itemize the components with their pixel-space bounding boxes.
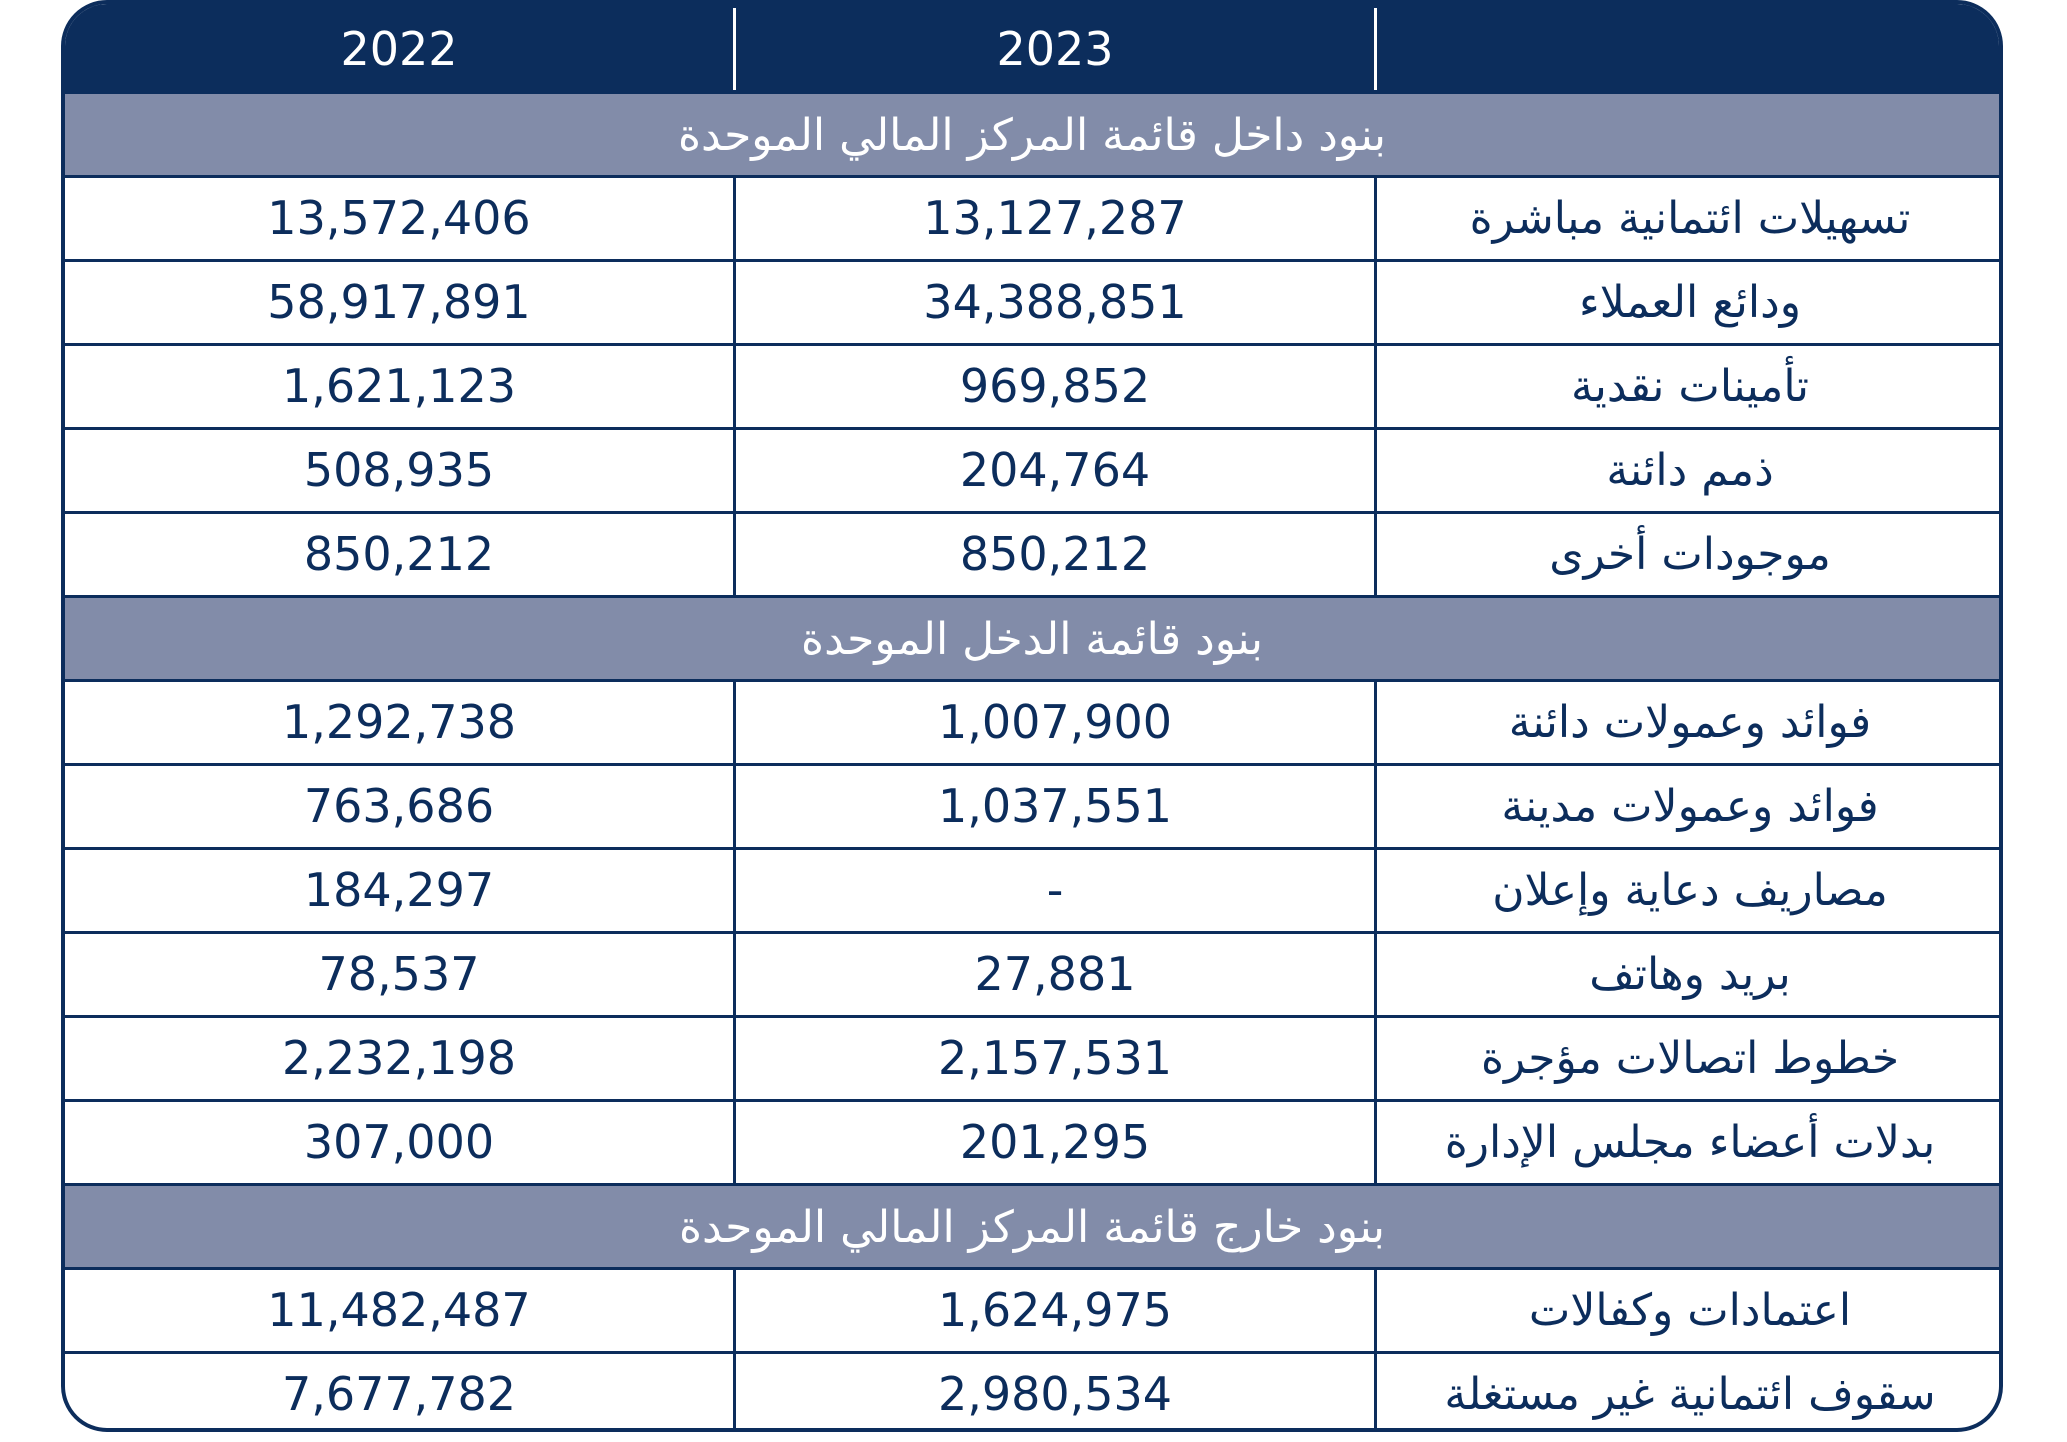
row-label: فوائد وعمولات مدينة <box>1501 781 1879 832</box>
header-year-2023: 2023 <box>996 22 1114 76</box>
value-2022: 7,677,782 <box>281 1367 517 1421</box>
table-row <box>65 850 1999 934</box>
value-2022: 1,621,123 <box>281 359 517 413</box>
value-2023: 204,764 <box>959 443 1151 497</box>
value-2022: 78,537 <box>318 947 480 1001</box>
row-label: سقوف ائتمانية غير مستغلة <box>1444 1369 1936 1420</box>
value-2023: 2,980,534 <box>937 1367 1173 1421</box>
value-2022: 1,292,738 <box>281 695 517 749</box>
row-label: بريد وهاتف <box>1589 949 1791 1000</box>
value-2022: 763,686 <box>303 779 495 833</box>
value-2022: 184,297 <box>303 863 495 917</box>
row-label: ذمم دائنة <box>1606 445 1774 496</box>
table-row <box>65 346 1999 430</box>
value-2022: 850,212 <box>303 527 495 581</box>
value-2023: 1,007,900 <box>937 695 1173 749</box>
value-2022: 508,935 <box>303 443 495 497</box>
table-row <box>65 178 1999 262</box>
value-2023: 34,388,851 <box>923 275 1187 329</box>
value-2023: 1,624,975 <box>937 1283 1173 1337</box>
header-year-2022: 2022 <box>340 22 458 76</box>
value-2023: 27,881 <box>974 947 1136 1001</box>
table-row <box>65 766 1999 850</box>
section-title: بنود قائمة الدخل الموحدة <box>65 598 1999 682</box>
table-row <box>65 682 1999 766</box>
row-label: فوائد وعمولات دائنة <box>1508 697 1872 748</box>
table-header <box>65 4 1999 94</box>
value-2023: 850,212 <box>959 527 1151 581</box>
section-title: بنود خارج قائمة المركز المالي الموحدة <box>65 1186 1999 1270</box>
section-title: بنود داخل قائمة المركز المالي الموحدة <box>65 94 1999 178</box>
table-row <box>65 1018 1999 1102</box>
value-2023: 201,295 <box>959 1115 1151 1169</box>
financial-table <box>61 0 2003 1432</box>
row-label: مصاريف دعاية وإعلان <box>1492 865 1888 916</box>
value-2022: 13,572,406 <box>267 191 531 245</box>
row-label: خطوط اتصالات مؤجرة <box>1480 1033 1900 1084</box>
row-label: تسهيلات ائتمانية مباشرة <box>1469 193 1911 244</box>
value-2023: 1,037,551 <box>937 779 1173 833</box>
row-label: ودائع العملاء <box>1579 277 1801 328</box>
value-2022: 58,917,891 <box>267 275 531 329</box>
value-2022: 307,000 <box>303 1115 495 1169</box>
value-2023: 13,127,287 <box>923 191 1187 245</box>
table-row <box>65 262 1999 346</box>
table-row <box>65 514 1999 598</box>
table-row <box>65 430 1999 514</box>
value-2022: 11,482,487 <box>267 1283 531 1337</box>
value-2023: 2,157,531 <box>937 1031 1173 1085</box>
row-label: موجودات أخرى <box>1549 529 1831 580</box>
row-label: بدلات أعضاء مجلس الإدارة <box>1444 1117 1936 1168</box>
value-2023: 969,852 <box>959 359 1151 413</box>
table-row <box>65 934 1999 1018</box>
value-2023: - <box>1046 863 1064 917</box>
row-label: تأمينات نقدية <box>1570 361 1810 412</box>
table-row <box>65 1354 1999 1432</box>
table-row <box>65 1102 1999 1186</box>
table-row <box>65 1270 1999 1354</box>
row-label: اعتمادات وكفالات <box>1528 1285 1852 1336</box>
value-2022: 2,232,198 <box>281 1031 517 1085</box>
header-label-column <box>1377 4 2003 94</box>
